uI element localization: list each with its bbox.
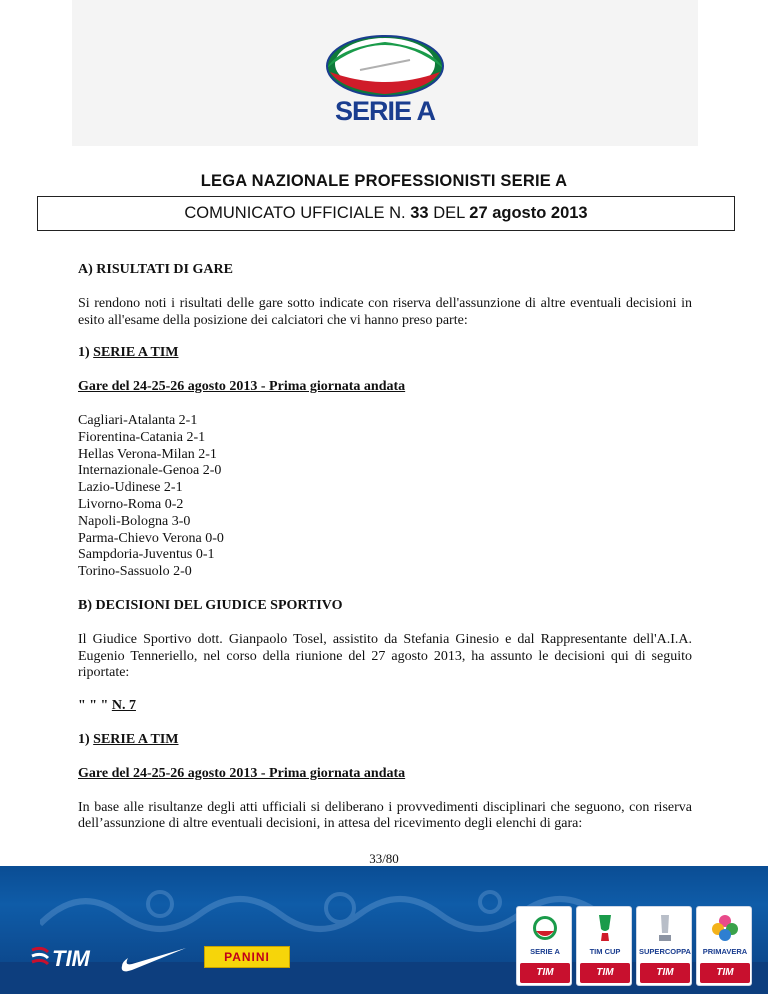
section-a-intro: Si rendono noti i risultati delle gare sotto indicate con riserva dell'assunzione di altre eventuali decisioni in esito all'esame della posizione dei calciatori che vi hanno preso parte: xyxy=(78,295,692,328)
list-item: Napoli-Bologna 3-0 xyxy=(78,513,191,529)
section-b-intro: Il Giudice Sportivo dott. Gianpaolo Tosel, assistito da Stefania Ginesio e dal Rappresentante dell'A.I.A. Eugenio Tenneriello, nel corso della riunione del 27 agosto 2013, ha assunto le decisioni qui di seguito riportate: xyxy=(78,631,692,681)
competition-name: SUPERCOPPA xyxy=(639,947,691,956)
serie-a-shield-icon xyxy=(531,913,559,943)
tim-cup-badge xyxy=(576,906,632,986)
comunicato-header-box xyxy=(37,196,735,231)
section-b-title: B) DECISIONI DEL GIUDICE SPORTIVO xyxy=(78,597,343,613)
panini-sponsor-logo: PANINI xyxy=(204,946,290,968)
decision-number xyxy=(78,698,692,715)
flower-icon xyxy=(711,913,739,943)
section-a-title: A) RISULTATI DI GARE xyxy=(78,262,233,277)
logo-wordmark: SERIE A xyxy=(334,96,436,126)
section-b-league-prefix: 1) xyxy=(78,731,90,747)
results-list xyxy=(78,413,692,581)
section-b-round: Gare del 24-25-26 agosto 2013 - Prima giornata andata xyxy=(78,765,406,781)
competition-name: SERIE A xyxy=(530,947,560,956)
competition-name: TIM CUP xyxy=(589,947,621,956)
serie-a-badge xyxy=(516,906,572,986)
serie-a-shield-icon xyxy=(300,30,470,100)
competition-sponsor: TIM xyxy=(640,963,690,983)
serie-a-logo xyxy=(300,30,470,130)
quote-marks: " " " xyxy=(78,698,109,714)
section-a-league-prefix: 1) xyxy=(78,345,90,361)
decision-number-label: N. 7 xyxy=(111,698,136,714)
competition-sponsor: TIM xyxy=(520,963,570,983)
list-item: Internazionale-Genoa 2-0 xyxy=(78,463,222,479)
section-a-league-name: SERIE A TIM xyxy=(93,345,179,361)
list-item: Hellas Verona-Milan 2-1 xyxy=(78,446,217,462)
section-b-body: In base alle risultanze degli atti ufficiali si deliberano i provvedimenti disciplinari che seguono, con riserva dell’assunzione di altre eventuali decisioni, in attesa del ricevimento degli elenchi di gara: xyxy=(78,799,692,832)
list-item: Sampdoria-Juventus 0-1 xyxy=(78,547,215,563)
page-number: 33/80 xyxy=(369,851,399,866)
competition-sponsor: TIM xyxy=(580,963,630,983)
list-item: Cagliari-Atalanta 2-1 xyxy=(78,412,198,428)
league-name-heading: LEGA NAZIONALE PROFESSIONISTI SERIE A xyxy=(200,172,568,190)
list-item: Parma-Chievo Verona 0-0 xyxy=(78,530,224,546)
list-item: Lazio-Udinese 2-1 xyxy=(78,480,183,496)
section-a-league-heading xyxy=(78,345,692,362)
tim-sponsor-logo xyxy=(30,944,114,972)
document-body xyxy=(78,262,692,833)
nike-sponsor-logo xyxy=(118,940,190,976)
comunicato-date: 27 agosto 2013 xyxy=(469,204,588,222)
cup-icon xyxy=(591,913,619,943)
tim-wordmark: TIM xyxy=(52,946,90,971)
list-item: Torino-Sassuolo 2-0 xyxy=(78,564,192,580)
primavera-badge xyxy=(696,906,752,986)
list-item: Livorno-Roma 0-2 xyxy=(78,496,184,512)
list-item: Fiorentina-Catania 2-1 xyxy=(78,429,206,445)
comunicato-prefix: COMUNICATO UFFICIALE N. xyxy=(184,204,406,222)
swoosh-icon xyxy=(118,940,190,976)
section-a-round: Gare del 24-25-26 agosto 2013 - Prima giornata andata xyxy=(78,379,406,395)
competition-sponsor: TIM xyxy=(700,963,750,983)
trophy-icon xyxy=(651,913,679,943)
comunicato-number: 33 xyxy=(410,204,429,222)
tim-logo-icon xyxy=(30,944,114,972)
competition-name: PRIMAVERA xyxy=(702,947,748,956)
section-b-league-heading xyxy=(78,732,692,749)
supercoppa-badge xyxy=(636,906,692,986)
comunicato-del: DEL xyxy=(433,204,465,222)
section-b-league-name: SERIE A TIM xyxy=(93,731,179,747)
